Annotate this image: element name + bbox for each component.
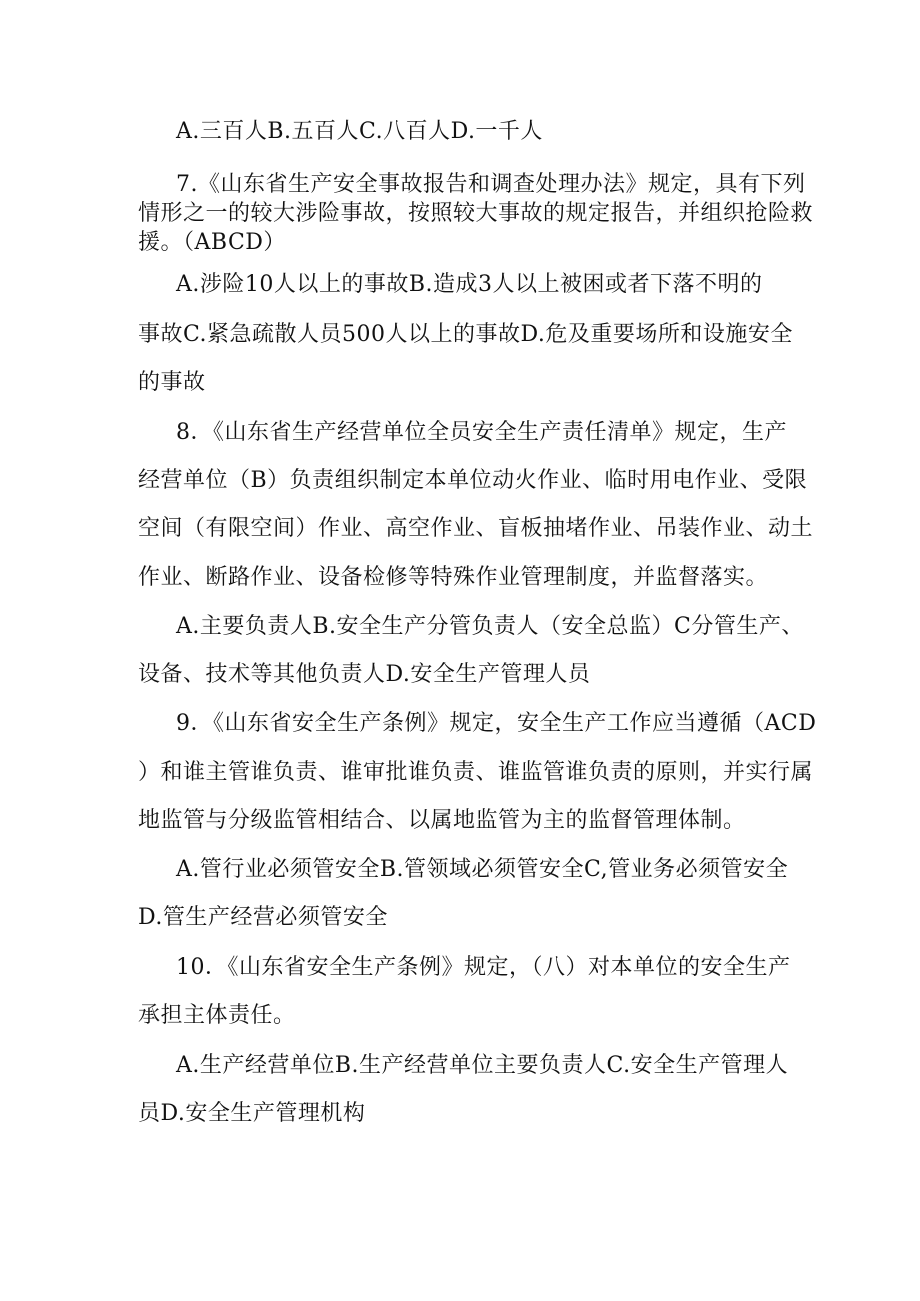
q8-stem-line-3: 空间（有限空间）作业、高空作业、盲板抽堵作业、吊装作业、动土: [138, 516, 814, 541]
q8-stem-line-1: 8．《山东省生产经营单位全员安全生产责任清单》规定，生产: [176, 420, 787, 445]
q10-stem-line-1: 10．《山东省安全生产条例》规定，（八）对本单位的安全生产: [176, 955, 791, 980]
q9-stem-line-2: ）和谁主管谁负责、谁审批谁负责、谁监管谁负责的原则，并实行属: [138, 760, 814, 785]
q7-options-line-1: A.涉险10人以上的事故B.造成3人以上被困或者下落不明的: [176, 272, 763, 297]
q6-options: A.三百人B.五百人C.八百人D.一千人: [176, 119, 543, 144]
q7-stem-line-2: 情形之一的较大涉险事故，按照较大事故的规定报告，并组织抢险救: [138, 201, 814, 226]
q10-options-line-2: 员D.安全生产管理机构: [138, 1101, 366, 1126]
q10-stem-line-2: 承担主体责任。: [138, 1003, 296, 1028]
q9-options-line-1: A.管行业必须管安全B.管领域必须管安全C,管业务必须管安全: [176, 857, 789, 882]
q9-stem-line-3: 地监管与分级监管相结合、以属地监管为主的监督管理体制。: [138, 808, 746, 833]
q7-stem-line-1: 7.《山东省生产安全事故报告和调查处理办法》规定，具有下列: [176, 172, 806, 197]
q8-stem-line-2: 经营单位（B）负责组织制定本单位动火作业、临时用电作业、受限: [138, 468, 808, 493]
q7-options-line-2: 事故C.紧急疏散人员500人以上的事故D.危及重要场所和设施安全: [138, 322, 793, 347]
q7-stem-line-3: 援。（ABCD）: [138, 230, 286, 255]
q10-options-line-1: A.生产经营单位B.生产经营单位主要负责人C.安全生产管理人: [176, 1053, 789, 1078]
q7-options-line-3: 的事故: [138, 370, 206, 395]
q8-stem-line-4: 作业、断路作业、设备检修等特殊作业管理制度，并监督落实。: [138, 565, 769, 590]
q9-stem-line-1: 9．《山东省安全生产条例》规定，安全生产工作应当遵循（ACD: [176, 711, 817, 736]
q8-options-line-1: A.主要负责人B.安全生产分管负责人（安全总监）C分管生产、: [176, 614, 804, 639]
q9-options-line-2: D.管生产经营必须管安全: [138, 905, 388, 930]
q8-options-line-2: 设备、技术等其他负责人D.安全生产管理人员: [138, 662, 591, 687]
